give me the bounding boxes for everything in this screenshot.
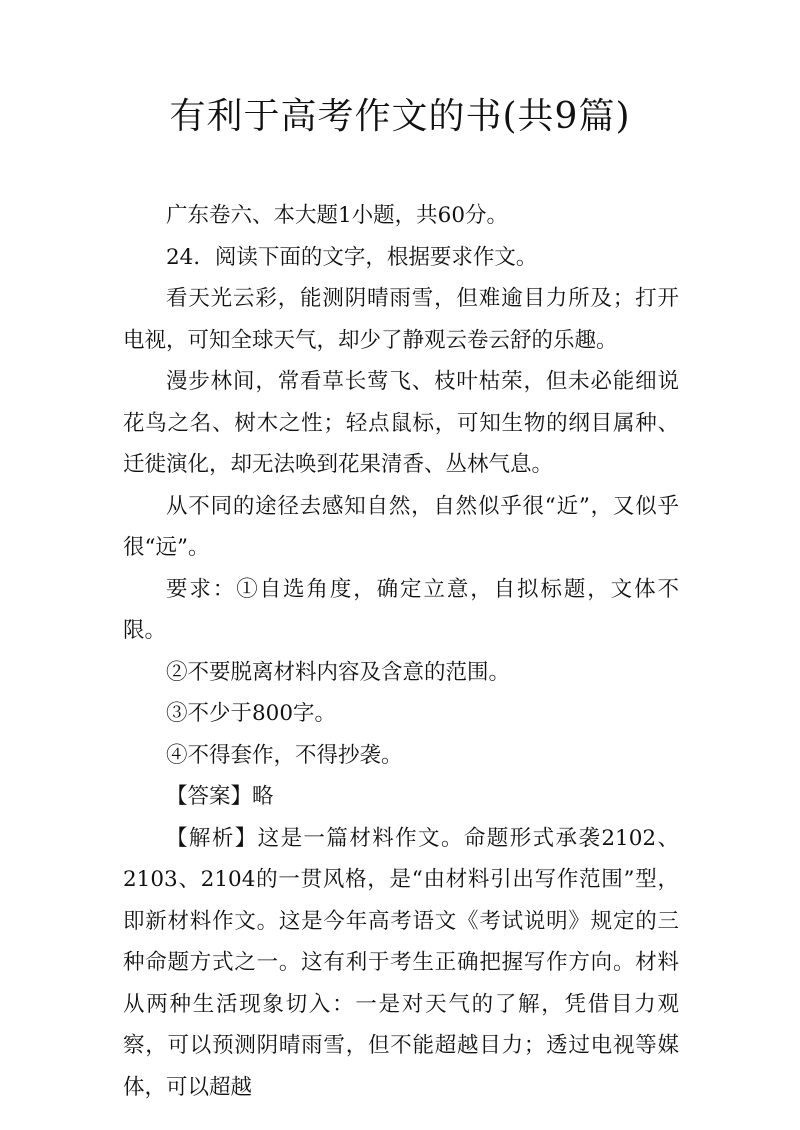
paragraph-exam-section: 广东卷六、本大题1小题，共60分。 <box>166 203 509 228</box>
paragraph-analysis: 【解析】这是一篇材料作文。命题形式承袭2102、2103、2104的一贯风格，是“由材料引出写作范围”型，即新材料作文。这是今年高考语文《考试说明》规定的三种命题方式之一。这有利于考生正确把握写作方向。材料从两种生活现象切入：一是对天气的了解，凭借目力观察，可以预测阴晴雨雪，但不能超越目力；透过电视等媒体，可以超越 <box>123 825 679 1100</box>
paragraph-requirement-1: 要求：①自选角度，确定立意，自拟标题，文体不限。 <box>123 576 679 643</box>
paragraph-requirement-2: ②不要脱离材料内容及含意的范围。 <box>166 659 511 685</box>
paragraph-requirement-4: ④不得套作，不得抄袭。 <box>166 742 403 768</box>
paragraph-answer: 【答案】略 <box>166 784 274 809</box>
paragraph-question: 24．阅读下面的文字，根据要求作文。 <box>166 244 538 270</box>
document-title: 有利于高考作文的书(共9篇) <box>169 96 631 137</box>
paragraph-material-nature: 从不同的途径去感知自然，自然似乎很“近”，又似乎很“远”。 <box>123 493 679 560</box>
paragraph-requirement-3: ③不少于800字。 <box>166 701 337 726</box>
paragraph-material-forest: 漫步林间，常看草长莺飞、枝叶枯荣，但未必能细说花鸟之名、树木之性；轻点鼠标，可知生物的纲目属种、迁徙演化，却无法唤到花果清香、丛林气息。 <box>123 369 679 477</box>
paragraph-material-weather: 看天光云彩，能测阴晴雨雪，但难逾目力所及；打开电视，可知全球天气，却少了静观云卷云舒的乐趣。 <box>123 286 679 353</box>
document-body <box>123 195 679 1108</box>
